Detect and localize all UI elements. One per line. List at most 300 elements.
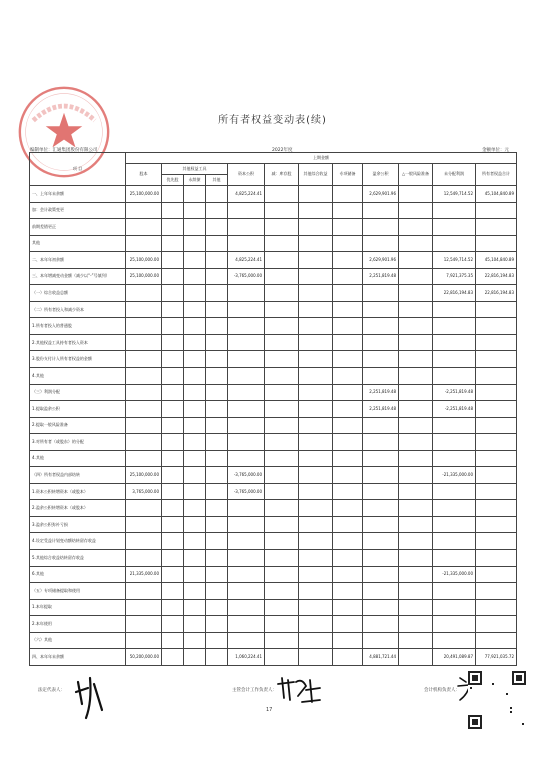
table-cell: [162, 301, 184, 318]
table-cell: [399, 334, 433, 351]
table-cell: [299, 318, 333, 335]
table-cell: [228, 351, 265, 368]
table-cell: [433, 632, 476, 649]
table-cell: 25,100,000.00: [126, 186, 162, 203]
table-cell: [265, 516, 299, 533]
table-cell: [333, 334, 363, 351]
table-cell: [265, 368, 299, 385]
table-cell: [162, 583, 184, 600]
table-cell: [126, 334, 162, 351]
row-label: 3.对所有者（或股东）的分配: [30, 434, 126, 451]
table-cell: [299, 516, 333, 533]
table-cell: [228, 401, 265, 418]
table-cell: [399, 318, 433, 335]
row-label: 三、本年增减变动金额（减少以“-”号填列）: [30, 268, 126, 285]
table-cell: [476, 516, 517, 533]
table-cell: [333, 649, 363, 666]
table-cell: [333, 434, 363, 451]
table-cell: [126, 384, 162, 401]
table-cell: [184, 268, 206, 285]
table-cell: [162, 384, 184, 401]
table-cell: [184, 334, 206, 351]
table-cell: [184, 649, 206, 666]
table-row: [30, 417, 517, 434]
table-cell: [333, 417, 363, 434]
table-cell: [333, 202, 363, 219]
table-cell: [299, 632, 333, 649]
row-label: 前期差错更正: [30, 219, 126, 236]
table-cell: [162, 467, 184, 484]
table-cell: 21,335,000.00: [126, 566, 162, 583]
table-cell: [299, 599, 333, 616]
table-cell: [363, 566, 399, 583]
table-cell: [363, 301, 399, 318]
row-label: 1.所有者投入的普通股: [30, 318, 126, 335]
table-cell: [476, 450, 517, 467]
table-cell: 1,060,224.41: [228, 649, 265, 666]
row-label: 其他: [30, 235, 126, 252]
table-cell: [399, 467, 433, 484]
row-label: 2.本年使用: [30, 616, 126, 633]
table-cell: [265, 450, 299, 467]
table-cell: [265, 417, 299, 434]
table-cell: [162, 566, 184, 583]
table-cell: [299, 450, 333, 467]
table-cell: [363, 368, 399, 385]
table-cell: [206, 550, 228, 567]
table-row: [30, 450, 517, 467]
row-label: （四）所有者权益内部结转: [30, 467, 126, 484]
table-cell: [299, 583, 333, 600]
table-cell: [399, 186, 433, 203]
table-cell: [299, 401, 333, 418]
table-cell: [206, 583, 228, 600]
table-cell: [363, 599, 399, 616]
table-cell: [126, 434, 162, 451]
table-cell: [299, 219, 333, 236]
table-cell: [126, 516, 162, 533]
row-label: （五）专项储备提取和使用: [30, 583, 126, 600]
table-cell: [184, 318, 206, 335]
table-cell: [162, 632, 184, 649]
table-row: [30, 500, 517, 517]
table-cell: [265, 186, 299, 203]
table-cell: [265, 583, 299, 600]
table-cell: [333, 599, 363, 616]
table-cell: [363, 583, 399, 600]
table-row: [30, 219, 517, 236]
table-cell: [162, 550, 184, 567]
table-cell: [333, 516, 363, 533]
table-cell: [126, 368, 162, 385]
table-cell: [299, 268, 333, 285]
table-cell: 22,816,194.83: [433, 285, 476, 302]
table-cell: [184, 368, 206, 385]
table-cell: [299, 417, 333, 434]
row-label: 四、本年年末余额: [30, 649, 126, 666]
table-cell: [433, 219, 476, 236]
header-col-capital-reserve: 资本公积: [228, 164, 265, 186]
table-cell: [228, 384, 265, 401]
table-cell: [206, 268, 228, 285]
table-cell: [433, 368, 476, 385]
table-cell: [299, 368, 333, 385]
table-cell: [433, 550, 476, 567]
table-cell: [184, 483, 206, 500]
table-cell: -3,765,000.00: [228, 483, 265, 500]
table-cell: [228, 285, 265, 302]
table-cell: [299, 649, 333, 666]
table-cell: [399, 632, 433, 649]
table-cell: [228, 202, 265, 219]
table-cell: [184, 401, 206, 418]
table-cell: [299, 351, 333, 368]
header-other-equity-instruments: 其他权益工具: [162, 164, 228, 175]
table-row: [30, 533, 517, 550]
table-cell: [363, 351, 399, 368]
table-cell: [433, 483, 476, 500]
row-label: 4.其他: [30, 450, 126, 467]
table-cell: [299, 235, 333, 252]
table-cell: [265, 434, 299, 451]
table-cell: [184, 434, 206, 451]
table-row: [30, 301, 517, 318]
table-cell: [399, 516, 433, 533]
table-cell: [363, 632, 399, 649]
table-cell: [433, 500, 476, 517]
table-cell: -2,251,819.48: [433, 401, 476, 418]
table-cell: [184, 301, 206, 318]
row-label: （一）综合收益总额: [30, 285, 126, 302]
table-cell: [433, 450, 476, 467]
table-cell: [433, 616, 476, 633]
amount-unit: 金额单位：元: [482, 148, 509, 153]
table-cell: [228, 516, 265, 533]
equity-change-table: [29, 152, 517, 666]
table-cell: [399, 268, 433, 285]
table-cell: [162, 417, 184, 434]
table-cell: [476, 616, 517, 633]
legal-representative-label: 法定代表人：: [38, 688, 65, 693]
table-cell: [228, 632, 265, 649]
table-cell: [333, 500, 363, 517]
table-cell: [126, 550, 162, 567]
table-cell: [299, 202, 333, 219]
table-cell: [126, 301, 162, 318]
table-cell: [299, 467, 333, 484]
table-cell: [228, 616, 265, 633]
table-cell: [162, 368, 184, 385]
table-cell: [476, 467, 517, 484]
table-cell: [126, 285, 162, 302]
table-cell: [476, 599, 517, 616]
table-cell: 20,491,089.87: [433, 649, 476, 666]
table-cell: 25,100,000.00: [126, 467, 162, 484]
table-cell: [299, 301, 333, 318]
table-row: [30, 566, 517, 583]
table-cell: [184, 516, 206, 533]
table-cell: [333, 401, 363, 418]
table-cell: [162, 516, 184, 533]
table-cell: [265, 202, 299, 219]
table-cell: [206, 351, 228, 368]
table-cell: [476, 434, 517, 451]
table-cell: [162, 533, 184, 550]
table-cell: [206, 483, 228, 500]
table-cell: [162, 351, 184, 368]
table-cell: [184, 533, 206, 550]
table-cell: -21,335,000.00: [433, 467, 476, 484]
row-label: （二）所有者投入和减少资本: [30, 301, 126, 318]
table-cell: [333, 186, 363, 203]
table-cell: [265, 301, 299, 318]
table-cell: [476, 235, 517, 252]
table-cell: [228, 500, 265, 517]
table-cell: [476, 533, 517, 550]
table-cell: [399, 550, 433, 567]
table-cell: [184, 632, 206, 649]
table-cell: [228, 417, 265, 434]
row-label: 2.盈余公积转增资本（或股本）: [30, 500, 126, 517]
table-cell: [433, 235, 476, 252]
table-cell: [184, 202, 206, 219]
header-col-total-equity: 所有者权益合计: [476, 164, 517, 186]
table-cell: [126, 599, 162, 616]
table-cell: [265, 566, 299, 583]
table-row: [30, 583, 517, 600]
table-cell: [184, 285, 206, 302]
table-cell: [299, 186, 333, 203]
table-cell: [265, 599, 299, 616]
header-col-retained-earnings: 未分配利润: [433, 164, 476, 186]
table-cell: [228, 235, 265, 252]
table-cell: [206, 334, 228, 351]
table-cell: [476, 334, 517, 351]
table-cell: [333, 616, 363, 633]
table-cell: [206, 467, 228, 484]
table-cell: [228, 219, 265, 236]
table-cell: [265, 268, 299, 285]
table-cell: [228, 566, 265, 583]
table-cell: [228, 550, 265, 567]
table-cell: [399, 252, 433, 269]
table-cell: [206, 599, 228, 616]
table-cell: [206, 401, 228, 418]
table-cell: [184, 467, 206, 484]
table-cell: [184, 566, 206, 583]
table-cell: [228, 450, 265, 467]
table-cell: [126, 351, 162, 368]
table-cell: [184, 599, 206, 616]
row-label: 加：会计政策变更: [30, 202, 126, 219]
table-cell: [363, 417, 399, 434]
header-col-share-capital: 股本: [126, 164, 162, 186]
header-previous-period: 上期金额: [126, 153, 517, 164]
table-row: [30, 235, 517, 252]
table-cell: 25,100,000.00: [126, 268, 162, 285]
table-cell: [206, 368, 228, 385]
table-cell: [433, 583, 476, 600]
table-cell: [265, 533, 299, 550]
table-cell: [333, 301, 363, 318]
accounting-org-label: 会计机构负责人：: [424, 688, 460, 693]
table-cell: [363, 516, 399, 533]
table-cell: [206, 219, 228, 236]
table-cell: [206, 384, 228, 401]
table-cell: [206, 285, 228, 302]
header-item: 项 目: [30, 153, 126, 186]
table-cell: [333, 285, 363, 302]
table-cell: [126, 401, 162, 418]
table-cell: [333, 384, 363, 401]
table-cell: [126, 500, 162, 517]
row-label: 1.资本公积转增资本（或股本）: [30, 483, 126, 500]
table-cell: [333, 566, 363, 583]
table-cell: [126, 235, 162, 252]
row-label: 2.提取一般风险准备: [30, 417, 126, 434]
header-col-other: 其他: [206, 175, 228, 186]
table-cell: [184, 219, 206, 236]
table-cell: [333, 219, 363, 236]
table-cell: [399, 401, 433, 418]
signature-legal-rep: [72, 674, 106, 724]
table-cell: 4,825,224.41: [228, 252, 265, 269]
table-cell: [265, 632, 299, 649]
table-cell: [126, 318, 162, 335]
table-cell: -2,251,819.48: [433, 384, 476, 401]
table-cell: [333, 533, 363, 550]
header-col-oci: 其他综合收益: [299, 164, 333, 186]
table-cell: [399, 434, 433, 451]
table-cell: [184, 550, 206, 567]
table-cell: [184, 450, 206, 467]
table-cell: [162, 649, 184, 666]
table-cell: [333, 450, 363, 467]
table-cell: [476, 318, 517, 335]
table-cell: -3,765,000.00: [228, 467, 265, 484]
table-cell: [126, 450, 162, 467]
table-cell: 4,825,224.41: [228, 186, 265, 203]
table-cell: [399, 483, 433, 500]
table-cell: [299, 616, 333, 633]
table-cell: [333, 268, 363, 285]
table-cell: [299, 252, 333, 269]
table-cell: [476, 632, 517, 649]
table-cell: [476, 417, 517, 434]
table-cell: [228, 434, 265, 451]
table-cell: [399, 368, 433, 385]
table-cell: [399, 384, 433, 401]
table-row: [30, 202, 517, 219]
table-cell: [162, 252, 184, 269]
table-cell: [265, 334, 299, 351]
table-row: [30, 268, 517, 285]
table-cell: [363, 318, 399, 335]
table-cell: [476, 219, 517, 236]
row-label: 3.股份支付计入所有者权益的金额: [30, 351, 126, 368]
accounting-head-label: 主管会计工作负责人：: [232, 688, 277, 693]
table-cell: [476, 500, 517, 517]
table-cell: [399, 301, 433, 318]
table-row: [30, 318, 517, 335]
table-cell: [433, 533, 476, 550]
table-cell: [299, 533, 333, 550]
header-col-general-risk: △一般风险准备: [399, 164, 433, 186]
table-row: [30, 252, 517, 269]
table-cell: [206, 202, 228, 219]
header-col-preferred: 优先股: [162, 175, 184, 186]
table-cell: [476, 384, 517, 401]
table-cell: [228, 301, 265, 318]
table-cell: [476, 202, 517, 219]
table-row: [30, 351, 517, 368]
table-cell: [476, 483, 517, 500]
table-row: [30, 483, 517, 500]
table-cell: [333, 550, 363, 567]
table-cell: [299, 500, 333, 517]
table-cell: [265, 616, 299, 633]
table-cell: [363, 285, 399, 302]
table-cell: [184, 252, 206, 269]
table-cell: 3,765,000.00: [126, 483, 162, 500]
table-cell: 2,629,901.96: [363, 252, 399, 269]
table-cell: [184, 351, 206, 368]
table-cell: [363, 219, 399, 236]
table-row: [30, 516, 517, 533]
row-label: 1.本年提取: [30, 599, 126, 616]
table-cell: [162, 202, 184, 219]
table-cell: [265, 401, 299, 418]
table-cell: [363, 202, 399, 219]
table-cell: 22,816,194.83: [476, 268, 517, 285]
table-cell: [476, 351, 517, 368]
page-title: 所有者权益变动表(续): [218, 115, 327, 126]
table-cell: [363, 483, 399, 500]
table-cell: [333, 351, 363, 368]
table-cell: [228, 599, 265, 616]
table-cell: [162, 334, 184, 351]
table-cell: [206, 318, 228, 335]
table-row: [30, 434, 517, 451]
table-cell: 2,251,819.48: [363, 401, 399, 418]
table-cell: [206, 533, 228, 550]
table-cell: [184, 186, 206, 203]
table-cell: [433, 417, 476, 434]
table-cell: [399, 566, 433, 583]
table-cell: [206, 252, 228, 269]
table-cell: [162, 599, 184, 616]
table-cell: [399, 219, 433, 236]
table-cell: [265, 235, 299, 252]
table-cell: 4,881,721.44: [363, 649, 399, 666]
table-cell: [126, 632, 162, 649]
table-cell: 77,921,035.72: [476, 649, 517, 666]
table-cell: [399, 533, 433, 550]
row-label: 3.盈余公积弥补亏损: [30, 516, 126, 533]
table-cell: [206, 649, 228, 666]
header-col-perpetual: 永续债: [184, 175, 206, 186]
table-cell: [399, 616, 433, 633]
header-col-treasury-stock: 减：库存股: [265, 164, 299, 186]
table-cell: [363, 450, 399, 467]
table-cell: [333, 632, 363, 649]
table-cell: [299, 285, 333, 302]
table-cell: [433, 599, 476, 616]
row-label: （三）利润分配: [30, 384, 126, 401]
table-cell: 7,921,375.35: [433, 268, 476, 285]
table-cell: 45,104,840.89: [476, 186, 517, 203]
row-label: 二、本年年初余额: [30, 252, 126, 269]
